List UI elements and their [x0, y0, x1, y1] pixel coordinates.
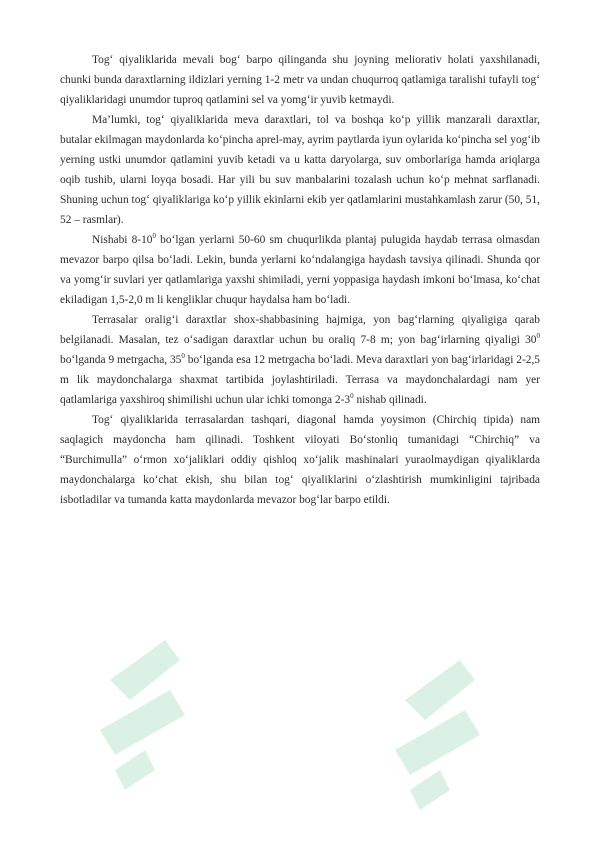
paragraph-4-part-b: bo‘lganda 9 metrgacha, 35 [60, 354, 182, 366]
paragraph-2: Ma’lumki, tog‘ qiyaliklarida meva daraxtlari, tol va boshqa ko‘p yillik manzarali daraxtlar, butalar ekilmagan maydonlarda ko‘pincha aprel-may, ayrim paytlarda iyun oylarida ko‘pincha sel yog‘ib yerning ustki unumdor qatlamini yuvib ketadi va u katta daryolarga, suv omborlariga hamda ariqlarga oqib tushib, ularni loyqa bosadi. Har yili bu suv manbalarini tozalash uchun ko‘p mehnat sarflanadi. Shuning uchun tog‘ qiyaliklariga ko‘p yillik ekinlarni ekib yer qatlamlarini mustahkamlash zarur (50, 51, 52 – rasmlar). [60, 114, 540, 226]
degree-superscript: 0 [181, 352, 185, 361]
watermark-logo-left [70, 620, 220, 800]
paragraph-5: Tog‘ qiyaliklarida terrasalardan tashqari, diagonal hamda yoysimon (Chirchiq tipida) nam saqlagich maydoncha ham qilinadi. Toshkent viloyati Bo‘stonliq tumanidagi “Chirchiq” va “Burchimulla” o‘rmon xo‘jaliklari oddiy qishloq xo‘jalik mashinalari yuraolmaydigan qiyaliklarda maydonchalarga ko‘chat ekish, shu bilan tog‘ qiyaliklarini o‘zlashtirish mumkinligini tajribada isbotladilar va tumanda katta maydonlarda mevazor bog‘lar barpo etildi. [60, 414, 540, 506]
watermark-logo-right [365, 640, 515, 820]
paragraph-3-part-a: Nishabi 8-10 [92, 234, 153, 246]
paragraph-3-part-b: bo‘lgan yerlarni 50-60 sm chuqurlikda plantaj pulugida haydab terrasa olmasdan mevazor barpo qilsa bo‘ladi. Lekin, bunda yerlarni ko‘ndalangiga haydash tavsiya qilinadi. Shunda qor va yomg‘ir suvlari yer qatlamlariga yaxshi shimiladi, yerni yoppasiga haydash imkoni bo‘lmasa, ko‘chat ekiladigan 1,5-2,0 m li kengliklar chuqur haydalsa ham bo‘ladi. [60, 234, 540, 306]
degree-superscript: 0 [350, 392, 354, 401]
paragraph-4-part-d: nishab qilinadi. [353, 394, 427, 406]
paragraph-4-part-a: Terrasalar oralig‘i daraxtlar shox-shabbasining hajmiga, yon bag‘rlarning qiyaligiga qarab belgilanadi. Masalan, tez o‘sadigan daraxtlar uchun bu oraliq 7-8 m; yon bag‘irlarning qiyaligi 30 [60, 314, 540, 346]
degree-superscript: 0 [152, 232, 156, 241]
body-text [60, 50, 540, 510]
paragraph-3 [60, 230, 540, 310]
paragraph-4 [60, 310, 540, 410]
paragraph-4-part-c: bo‘lganda esa 12 metrgacha bo‘ladi. Meva daraxtlari yon bag‘irlaridagi 2-2,5 m lik maydonchalarga shaxmat tartibida joylashtiriladi. Terrasa va maydonchalardagi nam yer qatlamlariga yaxshiroq shimilishi uchun ular ichki tomonga 2-3 [60, 354, 541, 406]
degree-superscript: 0 [536, 332, 540, 341]
paragraph-1: Tog‘ qiyaliklarida mevali bog‘ barpo qilinganda shu joyning meliorativ holati yaxshilanadi, chunki bunda daraxtlarning ildizlari yerning 1-2 metr va undan chuqurroq qatlamiga taralishi tufayli tog‘ qiyaliklaridagi unumdor tuproq qatlamini sel va yomg‘ir yuvib ketmaydi. [60, 54, 540, 106]
